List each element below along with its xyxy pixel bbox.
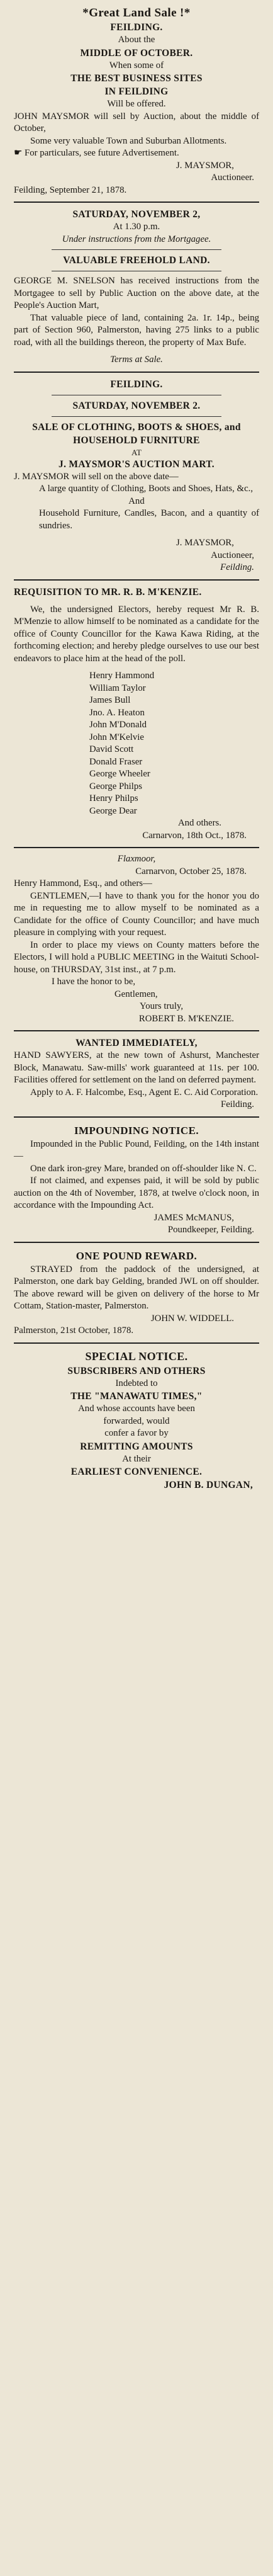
ad-others: And others.	[177, 818, 221, 828]
ad-line: MIDDLE OF OCTOBER.	[80, 47, 193, 59]
ad-freehold-land	[14, 208, 259, 366]
ad-terms: Terms at Sale.	[110, 355, 163, 365]
ad-date: Carnarvon, October 25, 1878.	[135, 866, 247, 877]
ad-signature: JOHN B. DUNGAN,	[164, 1480, 253, 1490]
ad-paragraph: GEORGE M. SNELSON has received instructions from the Mortgagee to sell by Public Auction on the above date, at the People's Auction Mart,	[14, 276, 259, 310]
ad-date: Palmerston, 21st October, 1878.	[14, 1325, 134, 1336]
ad-paragraph: That valuable piece of land, containing 2a. 1r. 14p., being part of Section 960, Palmerston, having 275 links to a public road, with all the buildings thereon, the property of Max Bufe.	[14, 312, 259, 348]
ad-line: forwarded, would	[103, 1416, 170, 1426]
ad-title: SPECIAL NOTICE.	[85, 1349, 188, 1363]
ad-paragraph: HAND SAWYERS, at the new town of Ashurst, Manchester Block, Manawatu. Saw-mills' work guaranteed at 11s. per 100. Facilities offered for settlement on the land on deferred payment.	[14, 1050, 259, 1085]
ad-line: And	[128, 496, 145, 506]
ad-line: I have the honor to be,	[52, 977, 136, 987]
ad-signature-title: Auctioneer.	[211, 173, 254, 183]
divider	[14, 201, 259, 203]
ad-signature-title: Poundkeeper, Feilding.	[167, 1225, 254, 1235]
ad-paragraph: In order to place my views on County matters before the Electors, I will hold a PUBLIC MEETING in the Waituti School-house, on THURSDAY, 31st inst., at 7 p.m.	[14, 939, 259, 975]
list-item: John M'Donald	[89, 720, 147, 730]
ad-paragraph: One dark iron-grey Mare, branded on off-shoulder like N. C.	[30, 1163, 257, 1174]
ad-paragraph: J. MAYSMOR will sell on the above date—	[14, 471, 179, 482]
ad-paragraph: Impounded in the Public Pound, Feilding, on the 14th instant—	[14, 1138, 259, 1161]
ad-time: At 1.30 p.m.	[113, 222, 160, 232]
ad-place: Feilding.	[220, 1099, 254, 1109]
ad-line: Gentlemen,	[114, 989, 158, 999]
ad-line: At their	[122, 1453, 151, 1464]
ad-paragraph: Apply to A. F. Halcombe, Esq., Agent E. C. Aid Corporation.	[30, 1087, 259, 1098]
ad-paragraph: Some very valuable Town and Suburban Allotments.	[30, 135, 227, 146]
ad-paragraph: STRAYED from the paddock of the undersigned, at Palmerston, one dark bay Gelding, branded JWL on off shoulder. The above reward will be given on delivery of the horse to Mr Cottam, Station-master, Palmerston.	[14, 1264, 259, 1311]
ad-signature: J. MAYSMOR,	[176, 160, 234, 171]
list-item: Jno. A. Heaton	[89, 707, 145, 718]
ad-line: When some of	[109, 60, 164, 71]
ad-instructions: Under instructions from the Mortgagee.	[62, 234, 211, 244]
ad-line: IN FEILDING	[104, 86, 169, 97]
ad-title: WANTED IMMEDIATELY,	[75, 1038, 198, 1048]
ad-paragraph: A large quantity of Clothing, Boots and Shoes, Hats, &c.,	[39, 484, 254, 494]
ad-paragraph: ☛ For particulars, see future Advertisement.	[14, 148, 179, 158]
ad-wanted	[14, 1036, 259, 1111]
list-item: George Philps	[89, 781, 142, 792]
divider	[14, 1342, 259, 1344]
divider	[14, 1030, 259, 1031]
ad-title: SALE OF CLOTHING, BOOTS & SHOES, and HOUSEHOLD FURNITURE	[32, 421, 241, 446]
ad-line: And whose accounts have been	[78, 1404, 195, 1414]
ad-paragraph: If not claimed, and expenses paid, it will be sold by public auction on the 4th of November, 1878, at twelve o'clock noon, in accordance with the Impounding Act.	[14, 1176, 259, 1210]
divider	[14, 1116, 259, 1118]
ad-title: IMPOUNDING NOTICE.	[74, 1124, 199, 1137]
ad-line: Indebted to	[115, 1378, 158, 1388]
ad-title: VALUABLE FREEHOLD LAND.	[63, 255, 210, 266]
ad-signature: JAMES McMANUS,	[153, 1212, 234, 1223]
divider	[14, 579, 259, 581]
ad-impounding-notice	[14, 1123, 259, 1237]
divider	[14, 372, 259, 373]
list-item: David Scott	[89, 744, 134, 754]
ad-line: Yours truly,	[140, 1001, 184, 1011]
ad-paragraph: Household Furniture, Candles, Bacon, and a quantity of sundries.	[39, 508, 259, 531]
list-item: James Bull	[89, 695, 131, 705]
ad-date: Carnarvon, 18th Oct., 1878.	[142, 830, 247, 841]
ad-reply-letter	[14, 853, 259, 1025]
ad-mart: J. MAYSMOR'S AUCTION MART.	[58, 458, 214, 470]
ad-line: THE BEST BUSINESS SITES	[70, 73, 203, 84]
ad-date: Feilding, September 21, 1878.	[14, 184, 127, 195]
ad-line: AT	[131, 447, 142, 457]
divider	[14, 1242, 259, 1243]
ad-great-land-sale	[14, 5, 259, 196]
ad-signature: J. MAYSMOR,	[176, 538, 234, 548]
list-item: George Dear	[89, 805, 137, 816]
list-item: William Taylor	[89, 683, 146, 693]
ad-signature-title: Auctioneer,	[211, 550, 254, 560]
ad-line: About the	[118, 35, 155, 45]
ad-date: SATURDAY, NOVEMBER 2,	[72, 209, 201, 220]
ad-place: FEILDING.	[110, 378, 163, 390]
ad-place: Flaxmoor,	[117, 854, 156, 864]
divider	[14, 847, 259, 848]
ad-clothing-sale	[14, 378, 259, 574]
ad-line: REMITTING AMOUNTS	[80, 1441, 193, 1452]
ad-place: FEILDING.	[110, 22, 163, 33]
ad-signature-place: Feilding.	[220, 562, 254, 572]
ad-paragraph: GENTLEMEN,—I have to thank you for the honor you do me in requesting me to allow myself to be nominated as a Candidate for the office of County Councillor; and have much pleasure in complying with your request.	[14, 890, 259, 938]
ad-line: SUBSCRIBERS AND OTHERS	[67, 1365, 206, 1376]
ad-requisition	[14, 586, 259, 843]
list-item: Henry Hammond	[89, 671, 155, 681]
ad-line: EARLIEST CONVENIENCE.	[70, 1467, 203, 1477]
list-item: George Wheeler	[89, 769, 150, 779]
signatory-list	[14, 670, 259, 817]
list-item: Henry Philps	[89, 793, 138, 803]
ad-signature: JOHN W. WIDDELL.	[150, 1313, 234, 1324]
ad-line: confer a favor by	[104, 1428, 169, 1438]
ad-paragraph: JOHN MAYSMOR will sell by Auction, about the middle of October,	[14, 111, 259, 133]
ad-title: REQUISITION TO MR. R. B. M'KENZIE.	[14, 586, 202, 598]
list-item: John M'Kelvie	[89, 732, 144, 742]
ad-signature: ROBERT B. M'KENZIE.	[138, 1013, 234, 1024]
ad-address: Henry Hammond, Esq., and others—	[14, 878, 152, 888]
divider	[52, 416, 221, 417]
divider	[52, 249, 221, 250]
list-item: Donald Fraser	[89, 756, 143, 767]
ad-title: *Great Land Sale !*	[82, 6, 191, 20]
ad-title: ONE POUND REWARD.	[75, 1249, 198, 1262]
ad-paragraph: We, the undersigned Electors, hereby request Mr R. B. M'Menzie to allow himself to be nominated as a candidate for the office of County Councillor for the Kawa Kawa Riding, at the forthcoming election; and hereby pledge ourselves to use our best endeavors to place him at the head of the poll.	[14, 604, 259, 664]
ad-special-notice	[14, 1349, 259, 1492]
ad-date: SATURDAY, NOVEMBER 2.	[72, 400, 201, 411]
ad-line: Will be offered.	[107, 99, 166, 109]
ad-line: THE "MANAWATU TIMES,"	[70, 1391, 203, 1402]
ad-reward	[14, 1248, 259, 1337]
